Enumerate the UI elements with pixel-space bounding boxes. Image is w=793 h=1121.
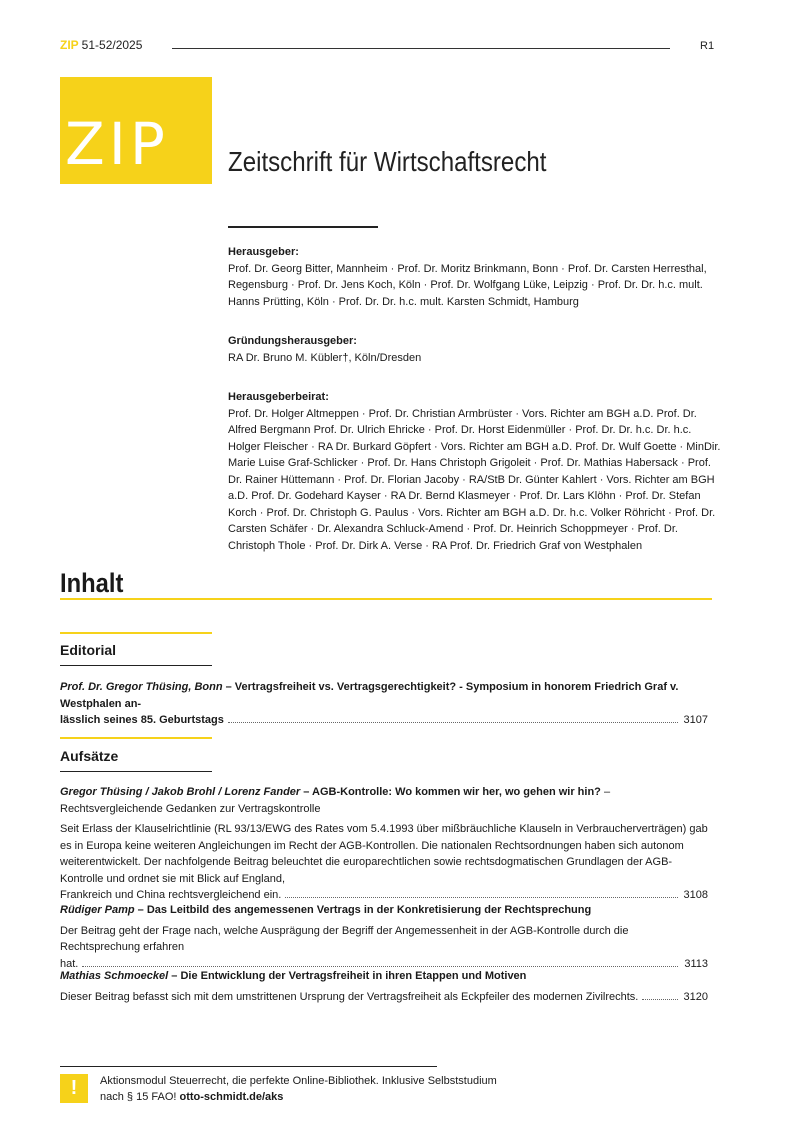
herausgeber-block xyxy=(228,244,723,310)
page-number: R1 xyxy=(700,40,715,52)
aufsaetze-heading: Aufsätze xyxy=(60,748,119,764)
journal-title: Zeitschrift für Wirtschaftsrecht xyxy=(228,146,547,177)
header-rule xyxy=(172,48,670,49)
article-entry[interactable]: Rüdiger Pamp – Das Leitbild des angemessenen Vertrags in der Konkretisierung der Rechtsprechung Der Beitrag geht der Frage nach, welche Ausprägung der Begriff der Angemessenheit in der AGB-Kontrolle durch die Rechtsprechung erfahren hat. 3113 xyxy=(60,902,708,972)
article-abstract: Dieser Beitrag befasst sich mit dem umstrittenen Ursprung der Vertragsfreiheit als Eckpfeiler des modernen Zivilrechts. xyxy=(60,990,639,1003)
running-header xyxy=(60,38,142,52)
footer-ad xyxy=(100,1073,520,1105)
editorial-heading: Editorial xyxy=(60,642,117,658)
editorial-author: Prof. Dr. Gregor Thüsing, Bonn xyxy=(60,681,223,693)
inhalt-rule xyxy=(60,598,712,600)
article-abstract-end: hat. xyxy=(60,957,79,970)
aufsaetze-accent xyxy=(60,737,212,739)
footer-rule xyxy=(60,1066,437,1067)
article-subtitle: – Rechtsvergleichende Gedanken zur Vertragskontrolle xyxy=(60,786,611,815)
aufsaetze-rule xyxy=(60,771,212,772)
herausgeber-heading: Herausgeber: xyxy=(228,246,299,258)
footer-ad-text: Aktionsmodul Steuerrecht, die perfekte Online-Bibliothek. Inklusive Selbststudium nach § 15 FAO! xyxy=(100,1075,497,1103)
editorial-title: Vertragsfreiheit vs. Vertragsgerechtigkeit? - Symposium in honorem Friedrich Graf v. Westphalen an- xyxy=(60,681,679,710)
editorial-accent xyxy=(60,632,212,634)
editorial-entry[interactable]: Prof. Dr. Gregor Thüsing, Bonn – Vertragsfreiheit vs. Vertragsgerechtigkeit? - Symposium in honorem Friedrich Graf v. Westphalen an- lässlich seines 85. Geburtstags 3107 xyxy=(60,679,708,729)
article-entry[interactable]: Gregor Thüsing / Jakob Brohl / Lorenz Fander – AGB-Kontrolle: Wo kommen wir her, wo gehen wir hin? – Rechtsvergleichende Gedanken zur Vertragskontrolle Seit Erlass der Klauselrichtlinie (RL 93/13/EWG des Rates vom 5.4.1993 über mißbräuchliche Klauseln in Verbraucherverträgen) gab es in Europa keine weiteren Angleichungen im Recht der AGB-Kontrollen. Die nationalen Rechtsordnungen haben sich autonom weiterentwickelt. Der nachfolgende Beitrag beleuchtet die europarechtlichen sowie rechtsdogmatischen Grundlagen der AGB-Kontrolle und ordnet sie mit Blick auf England, Frankreich und China rechtsvergleichend ein. 3108 xyxy=(60,784,708,904)
footer-link[interactable]: otto-schmidt.de/aks xyxy=(179,1091,284,1103)
article-abstract: Der Beitrag geht der Frage nach, welche Ausprägung der Begriff der Angemessenheit in der AGB-Kontrolle durch die Rechtsprechung erfahren xyxy=(60,924,629,953)
editorial-rule xyxy=(60,665,212,666)
article-page: 3113 xyxy=(684,957,708,970)
leader-dots xyxy=(285,897,677,898)
article-author: Rüdiger Pamp xyxy=(60,904,135,916)
article-page: 3108 xyxy=(683,889,708,901)
article-title: Das Leitbild des angemessenen Vertrags in der Konkretisierung der Rechtsprechung xyxy=(146,904,592,916)
gruendung-text: RA Dr. Bruno M. Kübler†, Köln/Dresden xyxy=(228,351,422,364)
leader-dots xyxy=(642,999,677,1000)
issue-number: 51-52/2025 xyxy=(81,38,143,52)
editorial-page: 3107 xyxy=(683,714,708,726)
zip-logo xyxy=(60,77,212,184)
article-title: AGB-Kontrolle: Wo kommen wir her, wo gehen wir hin? xyxy=(312,786,601,798)
article-entry[interactable]: Mathias Schmoeckel – Die Entwicklung der Vertragsfreiheit in ihren Etappen und Motiven Dieser Beitrag befasst sich mit dem umstrittenen Ursprung der Vertragsfreiheit als Eckpfeiler des modernen Zivilrechts. 3120 xyxy=(60,968,708,1005)
inhalt-heading: Inhalt xyxy=(60,568,124,598)
exclamation-icon: ! xyxy=(60,1074,88,1103)
leader-dots xyxy=(82,966,678,967)
leader-dots xyxy=(228,722,678,723)
article-author: Gregor Thüsing / Jakob Brohl / Lorenz Fander xyxy=(60,786,301,798)
herausgeber-text: Prof. Dr. Georg Bitter, Mannheim · Prof. Dr. Moritz Brinkmann, Bonn · Prof. Dr. Carsten Herresthal, Regensburg · Prof. Dr. Jens Koch, Köln · Prof. Dr. Wolfgang Lüke, Leipzig · Prof. Dr. Dr. h.c. mult. Hanns Prütting, Köln · Prof. Dr. Dr. h.c. mult. Karsten Schmidt, Hamburg xyxy=(228,262,707,308)
article-title: Die Entwicklung der Vertragsfreiheit in ihren Etappen und Motiven xyxy=(180,970,527,982)
title-rule xyxy=(228,226,378,228)
article-page: 3120 xyxy=(683,990,708,1003)
beirat-heading: Herausgeberbeirat: xyxy=(228,391,329,403)
article-author: Mathias Schmoeckel xyxy=(60,970,169,982)
gruendung-heading: Gründungsherausgeber: xyxy=(228,335,357,347)
header-journal-abbr: ZIP xyxy=(60,38,79,52)
gruendung-block xyxy=(228,333,723,366)
editorial-title-cont: lässlich seines 85. Geburtstags xyxy=(60,714,224,726)
article-abstract-end: Frankreich und China rechtsvergleichend ein. xyxy=(60,889,282,901)
beirat-text: Prof. Dr. Holger Altmeppen · Prof. Dr. Christian Armbrüster · Vors. Richter am BGH a.D. Prof. Dr. Alfred Bergmann Prof. Dr. Ulrich Ehricke · Prof. Dr. Horst Eidenmüller · Prof. Dr. Dr. h.c. Dr. h.c. Holger Fleischer · RA Dr. Burkard Göpfert · Vors. Richter am BGH a.D. Prof. Dr. Wulf Goette · MinDir. Marie Luise Graf-Schlicker · Prof. Dr. Hans Christoph Grigoleit · Prof. Dr. Mathias Habersack · Prof. Dr. Rainer Hüttemann · Prof. Dr. Florian Jacoby · RA/StB Dr. Günter Kahlert · Vors. Richter am BGH a.D. Prof. Dr. Godehard Kayser · RA Dr. Bernd Klasmeyer · Prof. Dr. Lars Klöhn · Prof. Dr. Stefan Korch · Prof. Dr. Christoph G. Paulus · Vors. Richter am BGH a.D. Dr. h.c. Volker Röhricht · Prof. Dr. Carsten Schäfer · Dr. Alexandra Schluck-Amend · Prof. Dr. Heinrich Schoppmeyer · Prof. Dr. Christoph Thole · Prof. Dr. Dirk A. Verse · RA Prof. Dr. Friedrich Graf von Westphalen xyxy=(228,407,721,552)
article-abstract: Seit Erlass der Klauselrichtlinie (RL 93/13/EWG des Rates vom 5.4.1993 über mißbräuchliche Klauseln in Verbraucherverträgen) gab es in Europa keine weiteren Angleichungen im Recht der AGB-Kontrollen. Die nationalen Rechtsordnungen haben sich autonom weiterentwickelt. Der nachfolgende Beitrag beleuchtet die europarechtlichen sowie rechtsdogmatischen Grundlagen der AGB-Kontrolle und ordnet sie mit Blick auf England, xyxy=(60,823,708,885)
zip-logo-text: ZIP xyxy=(65,110,169,178)
beirat-block xyxy=(228,389,723,554)
